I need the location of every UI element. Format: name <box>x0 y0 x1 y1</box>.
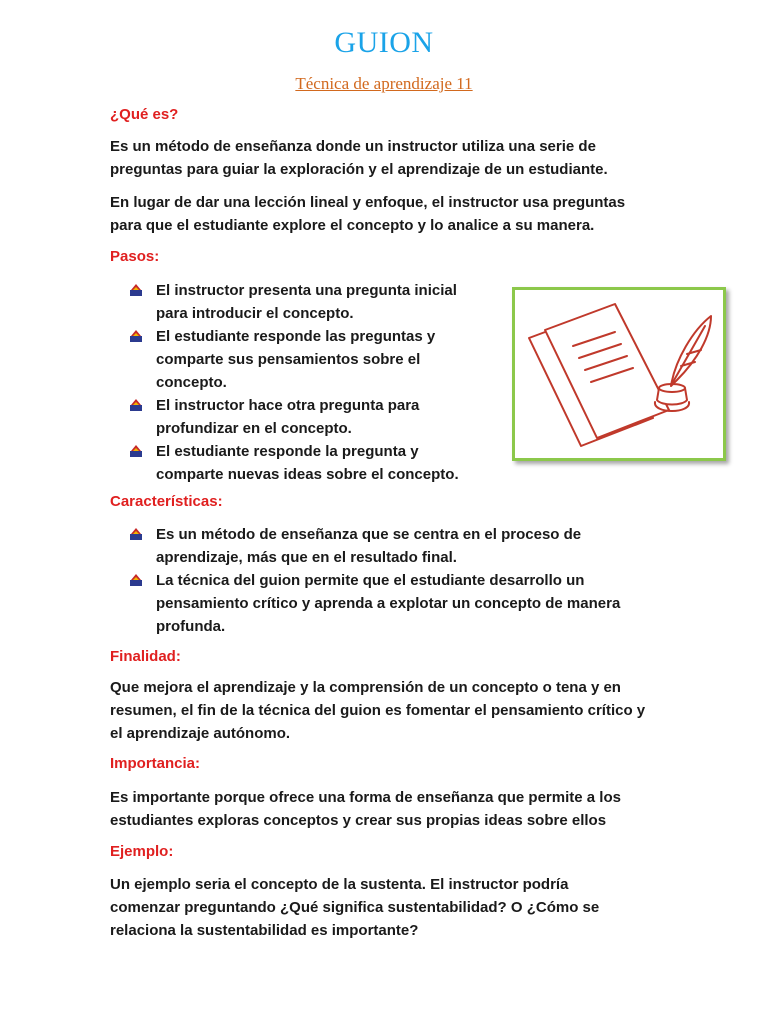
list-item <box>130 569 655 638</box>
ejemplo-text: Un ejemplo seria el concepto de la sustenta. El instructor podría comenzar preguntando ¿Qué significa sustentabilidad? O ¿Cómo se relaciona la sustentabilidad es importante? <box>110 876 600 939</box>
section-heading-importancia: Importancia: <box>110 755 201 772</box>
arrow-bullet-icon <box>130 284 142 296</box>
caracteristicas-item-text: Es un método de enseñanza que se centra en el proceso de aprendizaje, más que en el resultado final. <box>156 526 582 566</box>
papers-quill-inkwell-icon <box>515 290 723 458</box>
list-item <box>130 523 655 569</box>
list-item <box>130 440 475 486</box>
section-heading-caracteristicas: Características: <box>110 493 223 510</box>
pasos-item-text: El instructor presenta una pregunta inicial para introducir el concepto. <box>156 282 457 322</box>
que-es-paragraph-1: Es un método de enseñanza donde un instructor utiliza una serie de preguntas para guiar la exploración y el aprendizaje de un estudiante. <box>110 138 608 178</box>
finalidad-text: Que mejora el aprendizaje y la comprensión de un concepto o tena y en resumen, el fin de la técnica del guion es fomentar el pensamiento crítico y el aprendizaje autónomo. <box>110 679 646 742</box>
section-heading-ejemplo: Ejemplo: <box>110 843 174 860</box>
que-es-paragraph-2: En lugar de dar una lección lineal y enfoque, el instructor usa preguntas para que el estudiante explore el concepto y lo analice a su manera. <box>110 194 626 234</box>
section-heading-que-es: ¿Qué es? <box>110 106 179 123</box>
arrow-bullet-icon <box>130 528 142 540</box>
list-item <box>130 325 475 394</box>
pasos-list <box>130 279 475 486</box>
caracteristicas-item-text: La técnica del guion permite que el estudiante desarrollo un pensamiento crítico y aprenda a explotar un concepto de manera profunda. <box>156 572 621 635</box>
section-heading-finalidad: Finalidad: <box>110 648 181 665</box>
arrow-bullet-icon <box>130 399 142 411</box>
arrow-bullet-icon <box>130 445 142 457</box>
caracteristicas-list <box>130 523 655 638</box>
importancia-text: Es importante porque ofrece una forma de enseñanza que permite a los estudiantes exploras conceptos y crear sus propias ideas sobre ellos <box>110 789 621 829</box>
pasos-item-text: El estudiante responde las preguntas y comparte sus pensamientos sobre el concepto. <box>156 328 436 391</box>
page-subtitle: Técnica de aprendizaje 11 <box>295 74 473 93</box>
list-item <box>130 279 475 325</box>
pasos-item-text: El instructor hace otra pregunta para profundizar en el concepto. <box>156 397 420 437</box>
page-title: GUION <box>334 26 434 59</box>
arrow-bullet-icon <box>130 330 142 342</box>
section-heading-pasos: Pasos: <box>110 248 160 265</box>
arrow-bullet-icon <box>130 574 142 586</box>
list-item <box>130 394 475 440</box>
illustration-frame <box>512 287 726 461</box>
pasos-item-text: El estudiante responde la pregunta y comparte nuevas ideas sobre el concepto. <box>156 443 459 483</box>
